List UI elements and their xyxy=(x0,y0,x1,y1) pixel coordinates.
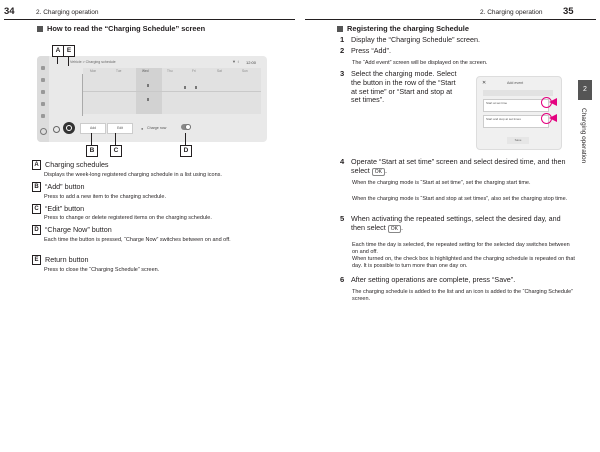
item-b-tag: B xyxy=(32,182,41,192)
dialog-field xyxy=(483,90,553,96)
grid-line-1 xyxy=(83,91,261,92)
step-1-num: 1 xyxy=(340,35,345,44)
day-thu: Thu xyxy=(167,69,173,73)
step-4-ok-button: OK xyxy=(372,168,385,176)
item-a-text: Charging schedules xyxy=(45,160,109,169)
charge-now-label: Charge now xyxy=(147,126,167,130)
dialog-close-icon[interactable]: ✕ xyxy=(482,80,487,86)
screen-clock: 12:00 xyxy=(246,60,257,65)
step-4-text-a: Operate “Start at set time” screen and select desired time, and then select xyxy=(351,157,566,175)
day-tue: Tue xyxy=(116,69,122,73)
step-1 xyxy=(340,36,575,45)
item-c-label xyxy=(32,204,84,214)
rail-gear-icon xyxy=(40,128,47,135)
left-section-title xyxy=(37,24,205,33)
schedule-marker-3 xyxy=(195,86,197,89)
item-e-desc: Press to close the “Charging Schedule” screen. xyxy=(44,267,160,273)
step-5-text-a: When activating the repeated settings, select the desired day, and then select xyxy=(351,214,561,232)
rail-icon-3 xyxy=(41,90,45,94)
day-mon: Mon xyxy=(90,69,97,73)
step-4-text-b: . xyxy=(385,165,388,175)
charge-now-icon: ● xyxy=(141,126,144,131)
step-3-text: Select the charging mode. Select the button in the row of the “Start at set time” or “Start and stop at set times”. xyxy=(351,69,457,105)
item-a-desc: Displays the week-long registered charging schedule in a list using icons. xyxy=(44,172,222,178)
rail-icon-1 xyxy=(41,66,45,70)
chapter-side-text: Charging operation xyxy=(580,108,587,164)
row2-arrow-icon xyxy=(549,114,557,122)
add-button[interactable]: Add xyxy=(80,123,106,134)
item-d-text: “Charge Now” button xyxy=(45,225,112,234)
add-event-screen xyxy=(476,76,562,150)
edit-button[interactable]: Edit xyxy=(107,123,133,134)
charge-now-toggle[interactable] xyxy=(181,124,191,130)
left-page-number: 34 xyxy=(4,6,15,17)
right-section-title-text: Registering the charging Schedule xyxy=(347,24,469,33)
schedule-marker-4 xyxy=(147,98,149,101)
row1-arrow-icon xyxy=(549,98,557,106)
item-c-tag: C xyxy=(32,204,41,214)
item-d-desc: Each time the button is pressed, “Charge Now” switches between on and off. xyxy=(44,237,231,243)
day-fri: Fri xyxy=(192,69,196,73)
step-3 xyxy=(340,70,458,105)
item-b-label xyxy=(32,182,85,192)
callout-c: C xyxy=(110,145,122,157)
rail-icon-5 xyxy=(41,114,45,118)
right-section-title xyxy=(337,24,469,33)
step-2-sub: The “Add event” screen will be displayed on the screen. xyxy=(352,60,488,66)
step-6 xyxy=(340,276,572,285)
dialog-row-start-at-set-time[interactable] xyxy=(483,99,549,112)
schedule-grid xyxy=(83,68,261,114)
day-wed: Wed xyxy=(142,69,149,73)
step-5-ok-button: OK xyxy=(388,225,401,233)
step-5-num: 5 xyxy=(340,214,345,223)
callout-e: E xyxy=(63,45,75,57)
callout-a: A xyxy=(52,45,64,57)
time-axis-line xyxy=(82,74,83,116)
item-e-label xyxy=(32,255,89,265)
screen-breadcrumb: Vehicle > Charging schedule xyxy=(70,60,116,64)
item-c-desc: Press to change or delete registered items on the charging schedule. xyxy=(44,215,212,221)
chapter-tab: 2 xyxy=(578,80,592,100)
row1-label: Start at set time xyxy=(486,101,508,105)
step-5-text-b: . xyxy=(401,222,403,232)
item-b-text: “Add” button xyxy=(45,182,85,191)
screen-status-icons: ▼ ↕ xyxy=(232,59,240,64)
step-3-num: 3 xyxy=(340,69,345,78)
left-section-title-text: How to read the “Charging Schedule” screen xyxy=(47,24,206,33)
day-sat: Sat xyxy=(217,69,222,73)
toggle-knob xyxy=(185,124,191,130)
step-4-text xyxy=(351,158,572,176)
step-5-sub-b: When turned on, the check box is highlighted and the charging schedule is repeated on that day. It is possible to turn more than one day on. xyxy=(352,256,575,269)
dialog-row-start-stop[interactable] xyxy=(483,115,549,128)
rail-icon-2 xyxy=(41,78,45,82)
callout-e-leader xyxy=(68,56,69,66)
step-5-sub-a: Each time the day is selected, the repeated setting for the selected day switches between on and off. xyxy=(352,242,570,255)
step-2-text: Press “Add”. xyxy=(351,46,391,55)
step-6-text: After setting operations are complete, press “Save”. xyxy=(351,275,516,284)
left-header-rule xyxy=(4,19,295,20)
item-b-desc: Press to add a new item to the charging schedule. xyxy=(44,194,166,200)
dialog-save-button[interactable]: Save xyxy=(507,137,529,144)
step-5 xyxy=(340,215,572,233)
callout-d: D xyxy=(180,145,192,157)
item-d-label xyxy=(32,225,112,235)
right-header-rule xyxy=(305,19,596,20)
callout-b-leader xyxy=(91,133,92,145)
step-2 xyxy=(340,47,575,56)
callout-b: B xyxy=(86,145,98,157)
rail-icon-4 xyxy=(41,102,45,106)
item-e-tag: E xyxy=(32,255,41,265)
section-bullet-icon xyxy=(37,26,43,32)
step-6-sub: The charging schedule is added to the list and an icon is added to the “Charging Schedule” screen. xyxy=(352,289,574,302)
step-2-num: 2 xyxy=(340,46,345,55)
screen-gear-icon[interactable] xyxy=(53,126,60,133)
day-sun: Sun xyxy=(242,69,248,73)
callout-c-leader xyxy=(115,133,116,145)
dialog-title: Add event xyxy=(507,81,524,85)
schedule-marker-1 xyxy=(147,84,149,87)
charging-schedule-screen xyxy=(37,56,267,142)
left-running-header: 2. Charging operation xyxy=(36,9,99,16)
step-4 xyxy=(340,158,572,176)
schedule-marker-2 xyxy=(184,86,186,89)
item-c-text: “Edit” button xyxy=(45,204,85,213)
step-4-sub-a: When the charging mode is “Start at set time”, set the charging start time. xyxy=(352,180,531,186)
section-bullet-icon xyxy=(337,26,343,32)
step-4-sub-b: When the charging mode is “Start and stop at set times”, also set the charging stop time. xyxy=(352,196,568,202)
step-4-num: 4 xyxy=(340,157,345,166)
right-page-number: 35 xyxy=(563,6,574,17)
row2-label: Start and stop at set times xyxy=(486,117,521,121)
step-1-text: Display the “Charging Schedule” screen. xyxy=(351,35,481,44)
return-search-icon xyxy=(66,125,72,131)
step-5-text xyxy=(351,215,572,233)
item-a-tag: A xyxy=(32,160,41,170)
callout-d-leader xyxy=(185,133,186,145)
step-6-num: 6 xyxy=(340,275,345,284)
item-a-label xyxy=(32,160,109,170)
item-d-tag: D xyxy=(32,225,41,235)
right-running-header: 2. Charging operation xyxy=(480,9,543,16)
callout-a-leader xyxy=(57,56,58,64)
item-e-text: Return button xyxy=(45,255,89,264)
